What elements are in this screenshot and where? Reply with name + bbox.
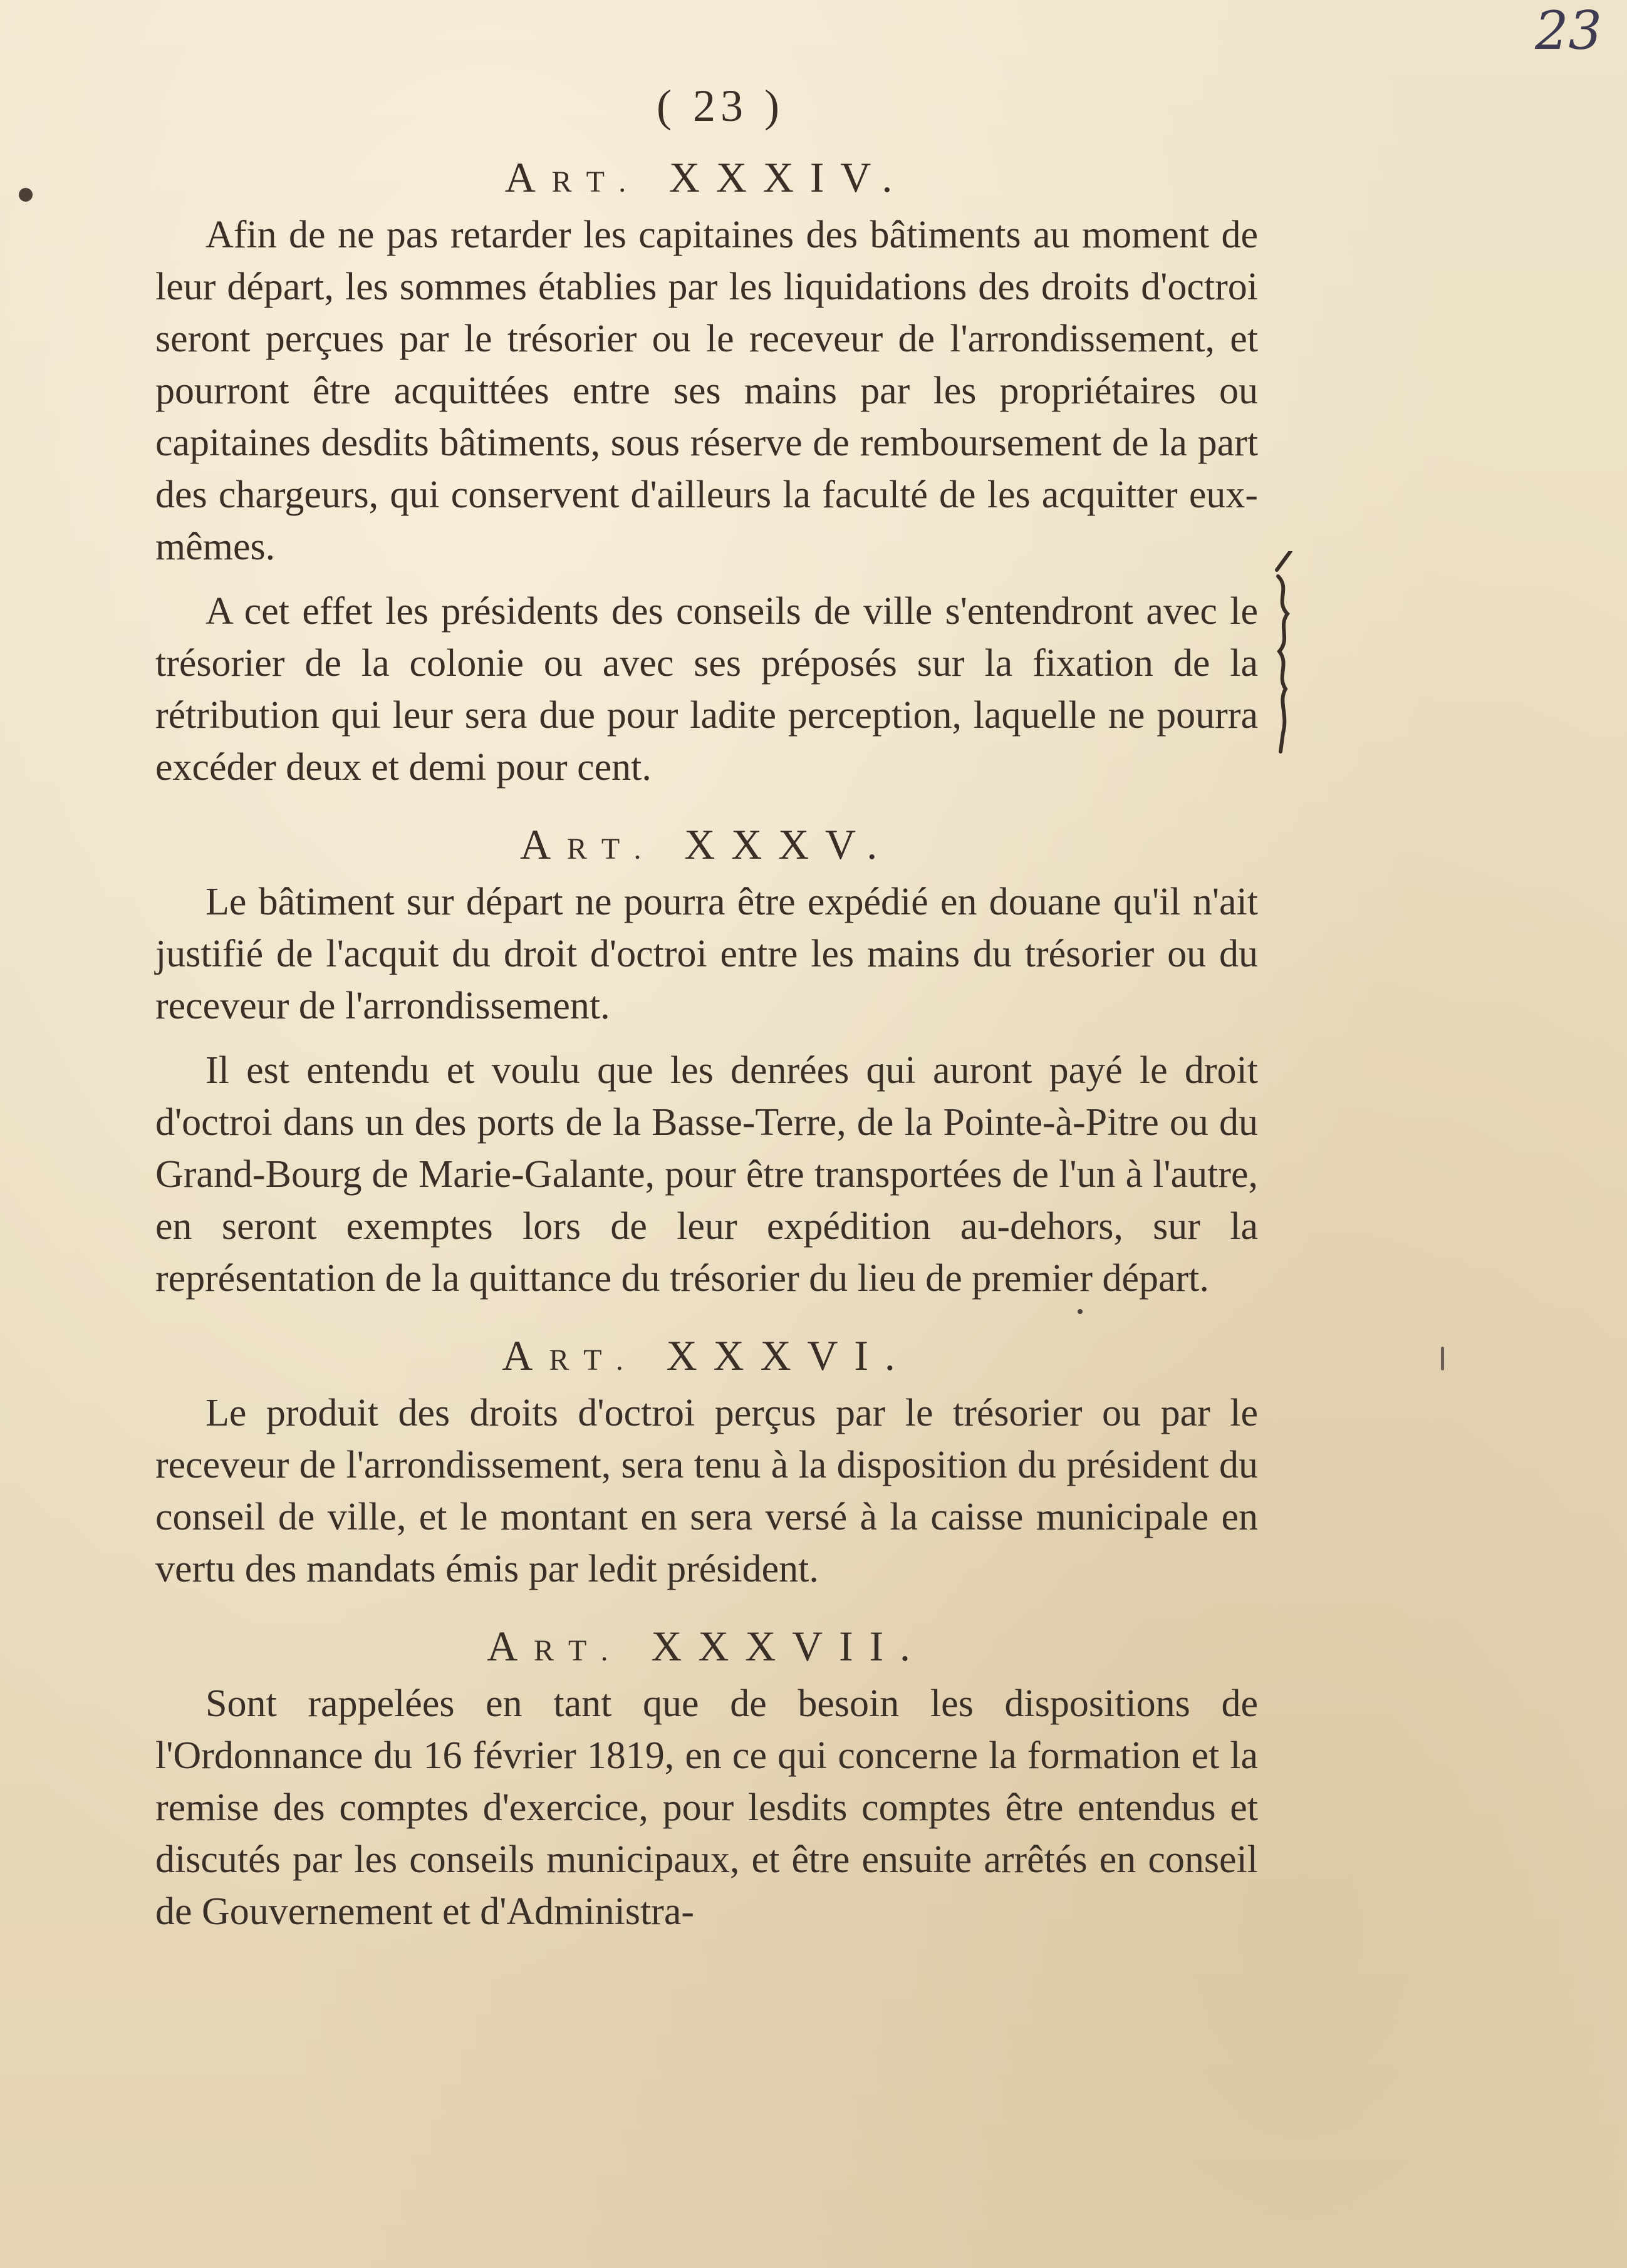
stray-ink-dot: [19, 188, 33, 202]
article-prefix: A: [504, 153, 552, 201]
article-prefix-small: RT.: [566, 832, 658, 866]
paragraph-35-1: Le bâtiment sur départ ne pourra être expédié en douane qu'il n'ait justifié de l'acquit du droit d'octroi entre les mains du trésorier ou du receveur de l'arrondissement.: [155, 881, 1258, 1027]
article-prefix: A: [519, 821, 567, 868]
article-heading-34: [155, 145, 1258, 209]
article-heading-37: [155, 1614, 1258, 1678]
article-numeral: XXXV.: [684, 821, 894, 868]
article-heading-36: [155, 1323, 1258, 1387]
article-numeral: XXXVI.: [666, 1332, 912, 1379]
article-prefix-small: RT.: [551, 165, 643, 199]
paragraph-36-1: Le produit des droits d'octroi perçus par le trésorier ou par le receveur de l'arrondissement, sera tenu à la disposition du président du conseil de ville, et le montant en sera versé à la caisse municipale en vertu des mandats émis par ledit président.: [155, 1392, 1258, 1590]
article-prefix: A: [502, 1332, 549, 1379]
margin-handwriting-mark: [1272, 551, 1297, 758]
paragraph-34-2: A cet effet les présidents des conseils de ville s'entendront avec le trésorier de la colonie ou avec ses préposés sur la fixation de la rétribution qui leur sera due pour ladite perception, laquelle ne pourra excéder deux et demi pour cent.: [155, 590, 1258, 789]
article-heading-35: [155, 812, 1258, 876]
folio-number: 23: [1535, 0, 1602, 61]
page-number: ( 23 ): [657, 81, 784, 131]
article-numeral: XXXVII.: [651, 1622, 927, 1670]
text-block: [155, 145, 1258, 1938]
article-prefix-small: RT.: [549, 1344, 640, 1377]
stray-ink-dot: [1441, 1347, 1444, 1370]
paragraph-34-1: Afin de ne pas retarder les capitaines des bâtiments au moment de leur départ, les sommes établies par les liquidations des droits d'octroi seront perçues par le trésorier ou le receveur de l'arrondissement, et pourront être acquittées entre ses mains par les propriétaires ou capitaines desdits bâtiments, sous réserve de remboursement de la part des chargeurs, qui conservent d'ailleurs la faculté de les acquitter eux-mêmes.: [155, 214, 1258, 568]
paragraph-37-1: Sont rappelées en tant que de besoin les dispositions de l'Ordonnance du 16 février 1819, en ce qui concerne la formation et la remise des comptes d'exercice, pour lesdits comptes être entendus et discutés par les conseils municipaux, et être ensuite arrêtés en conseil de Gouvernement et d'Administra-: [155, 1682, 1258, 1933]
paragraph-35-2: Il est entendu et voulu que les denrées qui auront payé le droit d'octroi dans un des ports de la Basse-Terre, de la Pointe-à-Pitre ou du Grand-Bourg de Marie-Galante, pour être transportées de l'un à l'autre, en seront exemptes lors de leur expédition au-dehors, sur la représentation de la quittance du trésorier du lieu de premier départ.: [155, 1049, 1258, 1300]
article-prefix-small: RT.: [534, 1634, 625, 1667]
article-numeral: XXXIV.: [668, 153, 909, 201]
stray-ink-dot: [1078, 1309, 1083, 1314]
article-prefix: A: [487, 1622, 534, 1670]
